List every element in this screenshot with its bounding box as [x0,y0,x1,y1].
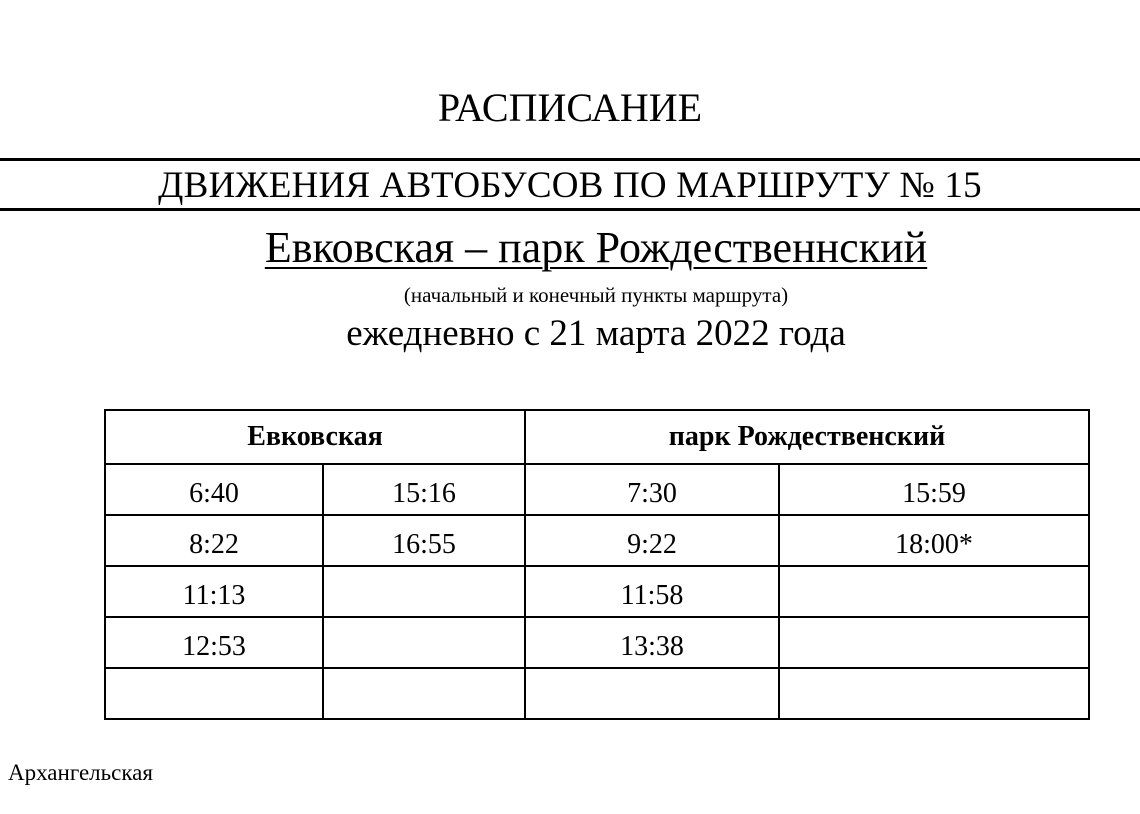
departure-time-cell [323,617,525,668]
document-title: РАСПИСАНИЕ [437,85,703,130]
route-period: ежедневно с 21 марта 2022 года [346,313,846,354]
departure-time-cell [779,566,1089,617]
departure-time-cell: 12:53 [105,617,323,668]
divider-top [0,158,1140,161]
departure-time-cell: 11:58 [525,566,779,617]
departure-time-cell [525,668,779,719]
table-row [105,566,1089,617]
route-name: Евковская – парк Рождественнский [264,223,928,272]
departure-time-cell: 15:59 [779,464,1089,515]
departure-time-cell: 7:30 [525,464,779,515]
departure-time-cell: 11:13 [105,566,323,617]
table-row [105,668,1089,719]
schedule-header-row [105,410,1089,464]
stop-header-evkovskaya: Евковская [105,410,525,464]
departure-time-cell: 16:55 [323,515,525,566]
departure-time-cell: 13:38 [525,617,779,668]
departure-time-cell [779,617,1089,668]
stop-header-park: парк Рождественский [525,410,1089,464]
departure-time-cell: 18:00* [779,515,1089,566]
departure-time-cell: 6:40 [105,464,323,515]
document-subtitle: ДВИЖЕНИЯ АВТОБУСОВ ПО МАРШРУТУ № 15 [158,165,982,206]
departure-time-cell [323,668,525,719]
departure-time-cell [779,668,1089,719]
divider-bottom [0,208,1140,211]
departure-time-cell: 8:22 [105,515,323,566]
table-row [105,617,1089,668]
table-row [105,464,1089,515]
route-note: (начальный и конечный пункты маршрута) [403,283,789,307]
departure-time-cell: 9:22 [525,515,779,566]
schedule-table [104,409,1090,720]
footer-place-label: Архангельская [8,760,153,785]
departure-time-cell: 15:16 [323,464,525,515]
departure-time-cell [323,566,525,617]
table-row [105,515,1089,566]
departure-time-cell [105,668,323,719]
